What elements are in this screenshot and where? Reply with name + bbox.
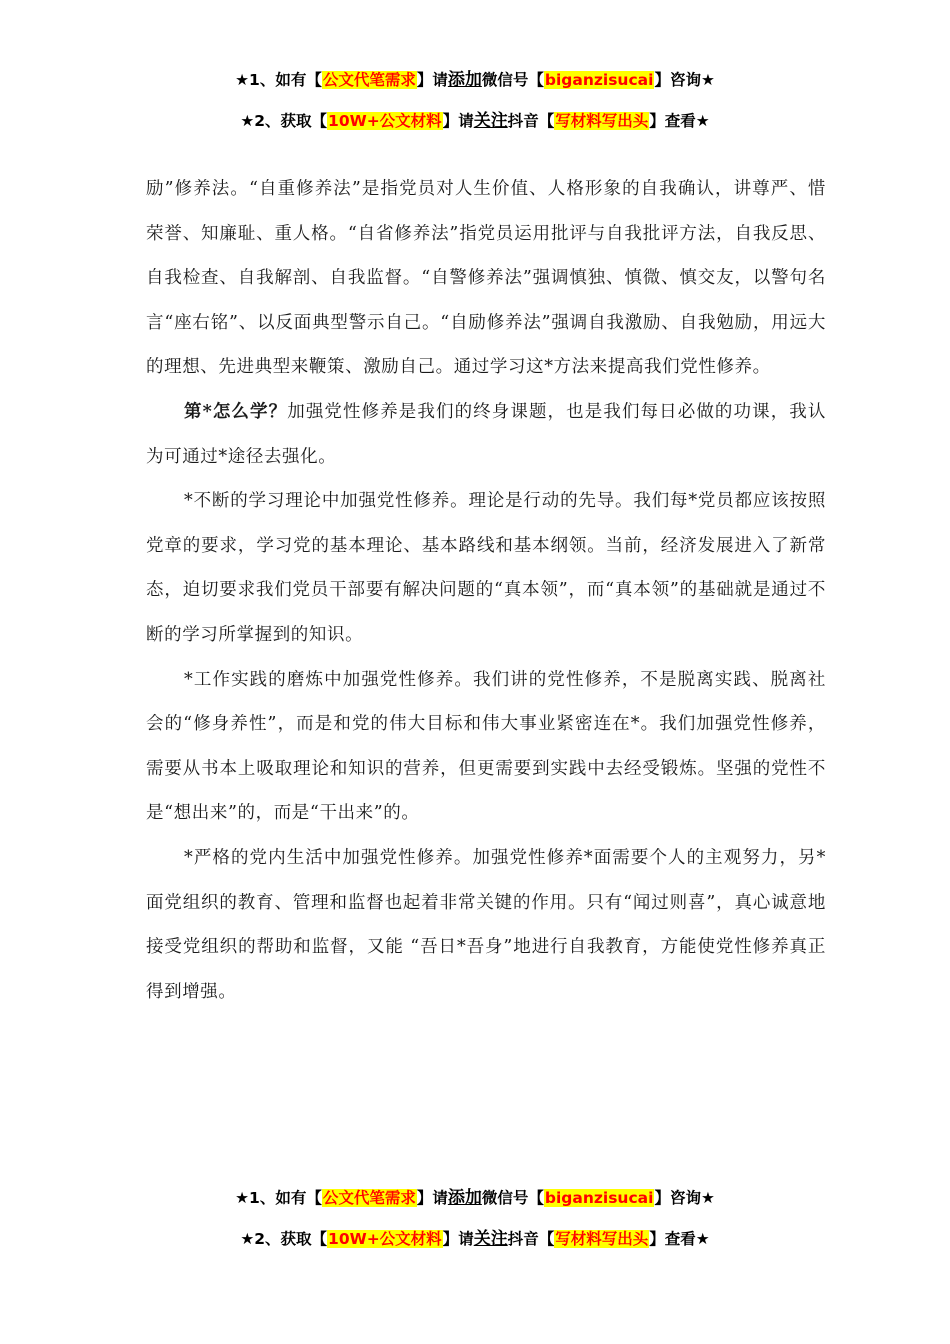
banner-highlight: 写材料写出头 xyxy=(555,1230,649,1248)
paragraph-2-text: 加强党性修养是我们的终身课题，也是我们每日必做的功课，我认为可通过*途径去强化。 xyxy=(146,401,826,467)
top-banner-line-1 xyxy=(0,69,950,91)
banner-text: 抖音【 xyxy=(507,1230,555,1248)
document-body xyxy=(146,167,826,1014)
banner-highlight: 10W+公文材料 xyxy=(328,1230,442,1248)
banner-text: 】请 xyxy=(442,112,474,130)
paragraph-2 xyxy=(146,390,826,479)
banner-text: 微信号【 xyxy=(481,71,544,89)
paragraph-2-lead: 第*怎么学？ xyxy=(184,401,288,422)
banner-emphasis: 关注 xyxy=(473,1229,508,1249)
banner-text: 】请 xyxy=(416,1189,448,1207)
banner-text: 】咨询★ xyxy=(654,1189,715,1207)
banner-text: 微信号【 xyxy=(481,1189,544,1207)
banner-highlight: 写材料写出头 xyxy=(555,112,649,130)
banner-text: 】请 xyxy=(442,1230,474,1248)
banner-highlight: 10W+公文材料 xyxy=(328,112,442,130)
top-banner-line-2 xyxy=(0,110,950,132)
banner-text: ★2、获取【 xyxy=(240,1230,328,1248)
banner-text: 抖音【 xyxy=(507,112,555,130)
banner-text: 】咨询★ xyxy=(654,71,715,89)
banner-highlight: biganzisucai xyxy=(544,1189,654,1207)
banner-highlight: 公文代笔需求 xyxy=(322,71,416,89)
bottom-banner-line-2 xyxy=(0,1228,950,1250)
banner-text: ★2、获取【 xyxy=(240,112,328,130)
banner-emphasis: 添加 xyxy=(447,1188,482,1208)
banner-emphasis: 添加 xyxy=(447,70,482,90)
banner-highlight: 公文代笔需求 xyxy=(322,1189,416,1207)
paragraph-4: *工作实践的磨炼中加强党性修养。我们讲的党性修养，不是脱离实践、脱离社会的“修身养性”，而是和党的伟大目标和伟大事业紧密连在*。我们加强党性修养，需要从书本上吸取理论和知识的营养，但更需要到实践中去经受锻炼。坚强的党性不是“想出来”的，而是“干出来”的。 xyxy=(146,669,826,824)
banner-highlight: biganzisucai xyxy=(544,71,654,89)
paragraph-1: 励”修养法。“自重修养法”是指党员对人生价值、人格形象的自我确认，讲尊严、惜荣誉、知廉耻、重人格。“自省修养法”指党员运用批评与自我批评方法，自我反思、自我检查、自我解剖、自我监督。“自警修养法”强调慎独、慎微、慎交友，以警句名言“座右铭”、以反面典型警示自己。“自励修养法”强调自我激励、自我勉励，用远大的理想、先进典型来鞭策、激励自己。通过学习这*方法来提高我们党性修养。 xyxy=(146,179,826,378)
banner-text: ★1、如有【 xyxy=(235,71,322,89)
paragraph-3: *不断的学习理论中加强党性修养。理论是行动的先导。我们每*党员都应该按照党章的要求，学习党的基本理论、基本路线和基本纲领。当前，经济发展进入了新常态，迫切要求我们党员干部要有解决问题的“真本领”，而“真本领”的基础就是通过不断的学习所掌握到的知识。 xyxy=(146,491,826,645)
paragraph-5: *严格的党内生活中加强党性修养。加强党性修养*面需要个人的主观努力，另*面党组织的教育、管理和监督也起着非常关键的作用。只有“闻过则喜”，真心诚意地接受党组织的帮助和监督，又能 “吾日*吾身”地进行自我教育，方能使党性修养真正得到增强。 xyxy=(146,847,826,1002)
banner-text: 】查看★ xyxy=(649,112,710,130)
banner-text: 】查看★ xyxy=(649,1230,710,1248)
banner-emphasis: 关注 xyxy=(473,111,508,131)
bottom-banner-line-1 xyxy=(0,1187,950,1209)
banner-text: 】请 xyxy=(416,71,448,89)
banner-text: ★1、如有【 xyxy=(235,1189,322,1207)
